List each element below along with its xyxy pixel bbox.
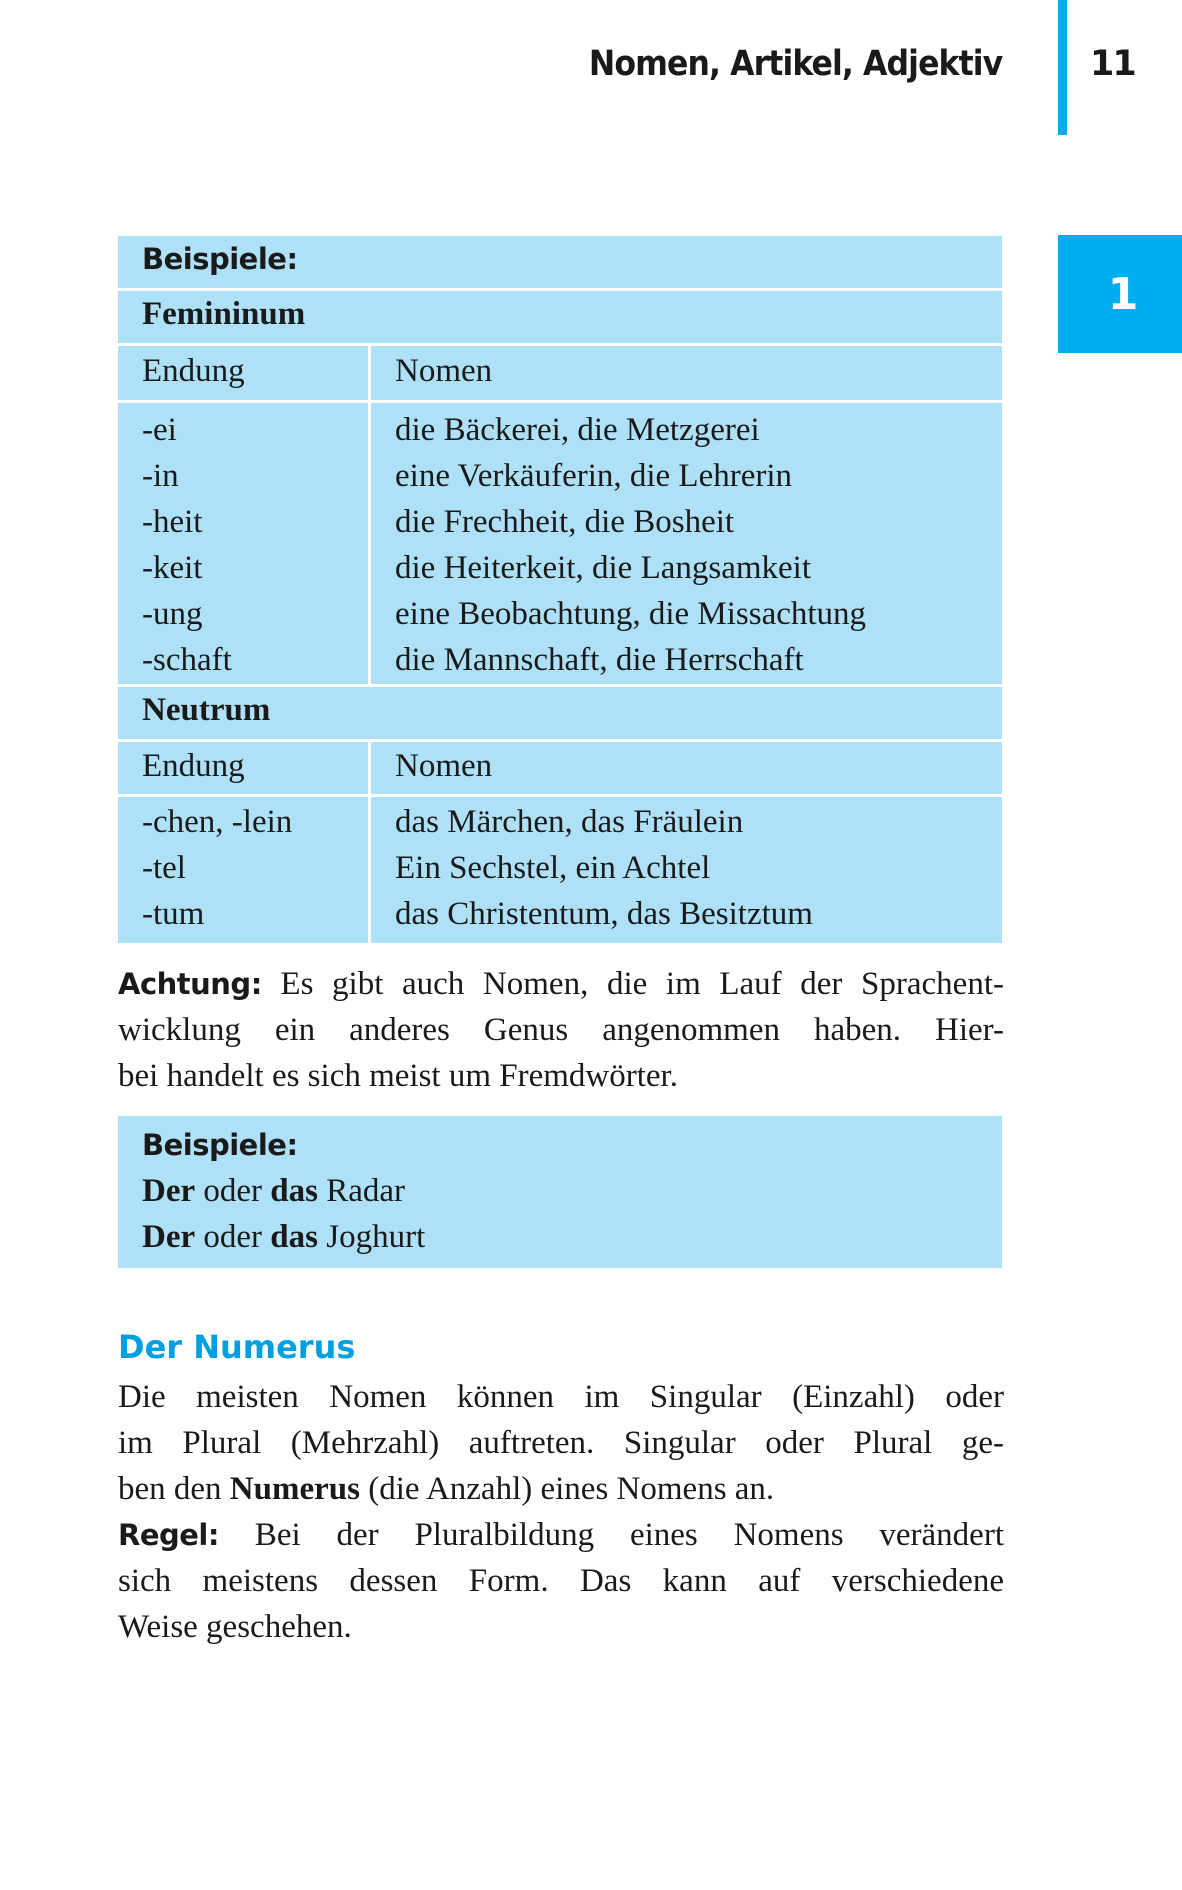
paragraph-text: Weise geschehen. (118, 1609, 352, 1645)
paragraph-text: bei handelt es sich meist um Fremdwörter. (118, 1058, 678, 1094)
paragraph-text: ben den (118, 1471, 230, 1507)
table-row-ending: -keit (142, 550, 203, 586)
table-row-nouns: eine Beobachtung, die Missachtung (395, 596, 867, 632)
achtung-paragraph (118, 961, 1004, 1099)
paragraph-text: Die meisten Nomen können im Singular (Einzahl) oder (118, 1379, 1004, 1415)
paragraph-text: (die Anzahl) eines Nomens an. (359, 1471, 775, 1507)
table-row-ending: -tum (142, 896, 205, 932)
column-header-ending (118, 742, 368, 794)
column-header-nouns (371, 346, 1002, 400)
table-caption: Beispiele: (142, 242, 298, 276)
table-row-nouns: das Märchen, das Fräulein (395, 804, 744, 840)
article-bold: das (270, 1219, 318, 1255)
group-title-row (118, 687, 1002, 739)
article-bold: Der (142, 1219, 196, 1255)
example-text: oder (195, 1173, 271, 1209)
table-row-nouns: die Bäckerei, die Metzgerei (395, 412, 760, 448)
article-bold: das (270, 1173, 318, 1209)
rule-label: Regel: (118, 1518, 219, 1552)
neutrum-nouns-cell (371, 797, 1002, 943)
group-title-neutrum: Neutrum (142, 692, 271, 728)
femininum-endings-cell (118, 403, 368, 684)
table-row-nouns: die Heiterkeit, die Langsamkeit (395, 550, 812, 586)
column-header-label: Nomen (395, 748, 493, 784)
column-header-label: Endung (142, 748, 245, 784)
chapter-tab: 1 (1058, 235, 1182, 353)
column-header-nouns (371, 742, 1002, 794)
table-caption-row (118, 236, 1002, 288)
page-number: 11 (1090, 44, 1135, 84)
example-item (142, 1168, 425, 1214)
group-title-row (118, 291, 1002, 343)
neutrum-endings-cell (118, 797, 368, 943)
table-row-nouns: Ein Sechstel, ein Achtel (395, 850, 711, 886)
paragraph-text: wicklung ein anderes Genus angenommen haben. Hier- (118, 1012, 1004, 1048)
example-text: Radar (317, 1173, 406, 1209)
table-row-ending: -heit (142, 504, 203, 540)
article-bold: Der (142, 1173, 196, 1209)
column-header-label: Endung (142, 353, 245, 389)
achtung-label: Achtung: (118, 967, 262, 1001)
paragraph-text: Bei der Pluralbildung eines Nomens verändert (218, 1517, 1004, 1553)
paragraph-text: Es gibt auch Nomen, die im Lauf der Sprachent- (261, 966, 1004, 1002)
table-row-ending: -ei (142, 412, 177, 448)
section-heading: Der Numerus (118, 1328, 356, 1366)
header-divider-bar (1058, 0, 1067, 135)
example-text: oder (195, 1219, 271, 1255)
example-box (118, 1116, 1002, 1268)
table-row-ending: -in (142, 458, 179, 494)
table-row-nouns: die Frechheit, die Bosheit (395, 504, 735, 540)
table-row-ending: -schaft (142, 642, 232, 678)
running-header-title: Nomen, Artikel, Adjektiv (588, 44, 1002, 84)
table-row-nouns: eine Verkäuferin, die Lehrerin (395, 458, 793, 494)
example-item (142, 1214, 425, 1260)
table-row-nouns: die Mannschaft, die Herrschaft (395, 642, 804, 678)
femininum-nouns-cell (371, 403, 1002, 684)
numerus-paragraph (118, 1374, 1004, 1650)
example-text: Joghurt (317, 1219, 426, 1255)
paragraph-text: sich meistens dessen Form. Das kann auf verschiedene (118, 1563, 1004, 1599)
term-bold: Numerus (229, 1471, 360, 1507)
paragraph-text: im Plural (Mehrzahl) auftreten. Singular oder Plural ge- (118, 1425, 1004, 1461)
column-header-label: Nomen (395, 353, 493, 389)
group-title-femininum: Femininum (142, 296, 306, 332)
table-row-nouns: das Christentum, das Besitztum (395, 896, 813, 932)
table-row-ending: -chen, -lein (142, 804, 293, 840)
table-row-ending: -ung (142, 596, 203, 632)
table-row-ending: -tel (142, 850, 186, 886)
example-box-caption: Beispiele: (142, 1128, 298, 1162)
column-header-ending (118, 346, 368, 400)
